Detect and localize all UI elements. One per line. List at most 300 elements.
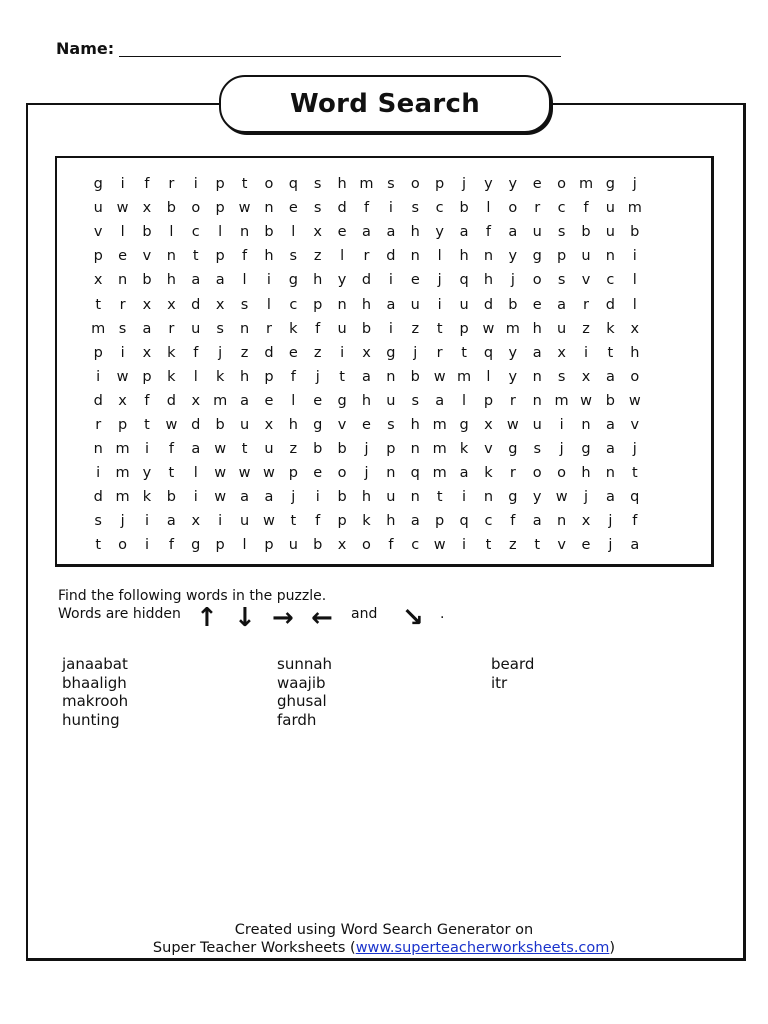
grid-letter: a	[386, 296, 396, 313]
grid-letter: i	[144, 513, 149, 530]
grid-letter: e	[410, 272, 420, 289]
grid-letter: p	[435, 513, 445, 530]
grid-letter: w	[482, 320, 495, 337]
grid-letter: g	[459, 416, 469, 433]
grid-letter: u	[288, 537, 298, 554]
grid-letter: d	[605, 296, 615, 313]
grid-letter: h	[459, 248, 469, 265]
grid-letter: h	[483, 272, 494, 289]
word-list-item: itr	[491, 673, 508, 692]
arrow-down-right-icon: ↘	[402, 603, 424, 633]
grid-letter: i	[315, 489, 320, 506]
grid-letter: j	[632, 441, 637, 458]
grid-letter: r	[509, 465, 516, 482]
grid-letter: l	[193, 465, 198, 482]
grid-letter: w	[263, 513, 275, 530]
grid-letter: d	[191, 296, 201, 313]
grid-letter: u	[191, 320, 201, 337]
grid-letter: b	[313, 537, 323, 554]
grid-letter: j	[462, 176, 467, 193]
grid-letter: p	[264, 537, 274, 554]
grid-letter: b	[313, 441, 323, 458]
grid-letter: w	[214, 465, 227, 482]
grid-letter: j	[364, 441, 369, 458]
grid-letter: r	[583, 296, 589, 313]
grid-letter: t	[290, 513, 297, 530]
grid-letter: s	[387, 416, 395, 433]
grid-letter: i	[144, 441, 149, 458]
grid-letter: p	[93, 248, 103, 265]
grid-letter: o	[630, 368, 640, 385]
grid-row	[86, 389, 696, 413]
grid-letter: p	[337, 513, 347, 530]
grid-letter: g	[508, 489, 518, 506]
grid-letter: x	[142, 200, 152, 217]
grid-letter: w	[238, 200, 251, 217]
grid-letter: g	[386, 344, 396, 361]
grid-letter: n	[410, 441, 420, 458]
grid-letter: x	[557, 344, 566, 361]
grid-letter: u	[337, 320, 347, 337]
grid-letter: d	[386, 248, 396, 265]
grid-letter: s	[533, 441, 541, 458]
grid-letter: t	[192, 248, 199, 265]
grid-letter: h	[532, 320, 542, 337]
grid-letter: j	[632, 176, 637, 193]
grid-letter: l	[291, 224, 296, 241]
grid-letter: r	[168, 176, 175, 193]
grid-letter: u	[239, 416, 250, 433]
grid-letter: m	[578, 176, 594, 193]
grid-letter: i	[388, 272, 393, 289]
grid-row	[86, 292, 696, 316]
grid-letter: h	[581, 465, 591, 482]
grid-letter: d	[93, 489, 103, 506]
grid-letter: b	[508, 296, 518, 313]
grid-letter: l	[242, 272, 247, 289]
grid-letter: o	[508, 200, 518, 217]
grid-letter: l	[632, 272, 637, 289]
grid-letter: h	[361, 392, 372, 409]
grid-letter: h	[288, 416, 298, 433]
grid-letter: i	[266, 272, 271, 289]
grid-letter: y	[508, 368, 518, 385]
grid-letter: z	[582, 320, 590, 337]
grid-letter: x	[167, 296, 176, 313]
puzzle-grid	[86, 172, 696, 558]
grid-letter: x	[313, 224, 322, 241]
grid-letter: t	[241, 441, 248, 458]
grid-letter: i	[388, 200, 393, 217]
grid-letter: w	[555, 489, 568, 506]
grid-letter: x	[142, 344, 152, 361]
grid-letter: t	[607, 344, 614, 361]
grid-letter: x	[630, 320, 640, 337]
grid-letter: b	[142, 272, 152, 289]
grid-letter: a	[215, 272, 225, 289]
grid-letter: m	[115, 465, 130, 482]
grid-letter: e	[288, 344, 298, 361]
arrow-right-icon: →	[272, 603, 294, 633]
grid-letter: j	[218, 344, 223, 361]
grid-letter: m	[115, 441, 130, 458]
grid-letter: s	[387, 176, 395, 193]
grid-letter: p	[215, 200, 225, 217]
grid-letter: n	[386, 368, 396, 385]
grid-letter: o	[362, 537, 371, 554]
grid-letter: l	[291, 392, 296, 409]
grid-letter: l	[266, 296, 271, 313]
word-list-item: sunnah	[277, 655, 333, 673]
grid-letter: r	[534, 200, 541, 217]
grid-letter: s	[94, 513, 102, 530]
grid-letter: g	[337, 392, 347, 409]
grid-letter: u	[605, 200, 615, 217]
grid-letter: a	[435, 392, 445, 409]
grid-letter: p	[386, 441, 396, 458]
grid-letter: f	[193, 344, 199, 361]
grid-letter: h	[386, 513, 396, 530]
grid-letter: u	[581, 248, 591, 265]
grid-letter: b	[630, 224, 640, 241]
grid-letter: n	[581, 416, 591, 433]
grid-letter: i	[193, 176, 198, 193]
grid-letter: c	[191, 224, 200, 241]
grid-letter: w	[580, 392, 592, 409]
grid-letter: r	[95, 416, 102, 433]
grid-letter: y	[484, 176, 493, 193]
grid-letter: i	[144, 537, 149, 554]
grid-letter: x	[191, 513, 201, 530]
grid-letter: n	[239, 320, 250, 337]
grid-letter: m	[432, 416, 447, 433]
grid-letter: a	[264, 489, 274, 506]
grid-letter: e	[532, 176, 542, 193]
grid-letter: h	[630, 344, 640, 361]
grid-letter: f	[290, 368, 296, 385]
grid-letter: p	[264, 368, 274, 385]
grid-letter: g	[508, 441, 518, 458]
grid-letter: n	[532, 368, 542, 385]
grid-letter: l	[632, 296, 637, 313]
grid-letter: w	[433, 537, 446, 554]
grid-letter: n	[483, 248, 494, 265]
grid-letter: x	[362, 344, 371, 361]
grid-letter: x	[264, 416, 274, 433]
grid-letter: x	[581, 513, 591, 530]
grid-letter: u	[410, 296, 420, 313]
grid-letter: z	[313, 344, 322, 361]
grid-letter: h	[166, 272, 176, 289]
grid-letter: a	[142, 320, 152, 337]
arrow-up-icon: ↑	[196, 603, 218, 633]
grid-letter: f	[485, 224, 491, 241]
arrow-down-icon: ↓	[234, 603, 256, 633]
grid-row	[86, 413, 696, 437]
grid-letter: b	[166, 200, 176, 217]
grid-letter: f	[388, 537, 394, 554]
grid-letter: q	[459, 272, 469, 289]
grid-letter: v	[337, 416, 347, 433]
grid-letter: l	[218, 224, 223, 241]
grid-letter: w	[116, 200, 129, 217]
grid-letter: j	[583, 489, 589, 506]
grid-letter: a	[166, 513, 176, 530]
footer-credit-line-2	[0, 939, 768, 958]
grid-letter: d	[483, 296, 494, 313]
grid-letter: u	[93, 200, 103, 217]
word-list-item: makrooh	[62, 692, 129, 710]
grid-row	[86, 196, 696, 220]
grid-letter: n	[239, 224, 250, 241]
grid-letter: v	[484, 441, 493, 458]
grid-letter: a	[605, 416, 615, 433]
grid-letter: o	[410, 176, 420, 193]
grid-letter: k	[289, 320, 298, 337]
grid-letter: f	[241, 248, 248, 265]
grid-letter: n	[410, 248, 420, 265]
grid-letter: j	[510, 272, 515, 289]
grid-letter: x	[191, 392, 201, 409]
grid-letter: t	[485, 537, 492, 554]
grid-letter: y	[508, 248, 518, 265]
grid-letter: u	[239, 513, 250, 530]
grid-letter: c	[289, 296, 298, 313]
grid-letter: a	[605, 441, 615, 458]
grid-letter: r	[119, 296, 126, 313]
grid-letter: u	[459, 296, 469, 313]
grid-letter: d	[361, 272, 372, 289]
grid-letter: s	[289, 248, 298, 265]
grid-letter: w	[506, 416, 519, 433]
grid-letter: s	[240, 296, 249, 313]
grid-letter: q	[410, 465, 420, 482]
grid-letter: u	[532, 224, 542, 241]
grid-letter: m	[432, 465, 447, 482]
grid-letter: z	[289, 441, 298, 458]
grid-letter: m	[359, 176, 374, 193]
word-list-item: janaabat	[62, 655, 128, 673]
grid-letter: h	[410, 416, 420, 433]
grid-letter: o	[557, 176, 567, 193]
grid-letter: s	[557, 368, 566, 385]
grid-letter: t	[339, 368, 345, 385]
grid-letter: d	[264, 344, 274, 361]
grid-letter: e	[362, 416, 371, 433]
grid-letter: a	[508, 224, 518, 241]
grid-letter: u	[386, 489, 396, 506]
grid-letter: p	[142, 368, 152, 385]
grid-letter: m	[432, 441, 447, 458]
grid-letter: h	[410, 224, 420, 241]
grid-letter: v	[557, 537, 566, 554]
grid-letter: r	[363, 248, 370, 265]
grid-letter: e	[313, 392, 323, 409]
grid-letter: n	[483, 489, 494, 506]
grid-letter: k	[484, 465, 493, 482]
grid-letter: i	[388, 320, 393, 337]
grid-letter: a	[557, 296, 567, 313]
grid-letter: n	[605, 248, 615, 265]
grid-row	[86, 437, 696, 461]
grid-letter: i	[340, 344, 345, 361]
grid-letter: a	[410, 513, 420, 530]
grid-letter: k	[215, 368, 225, 385]
grid-letter: y	[508, 176, 518, 193]
grid-letter: w	[116, 368, 129, 385]
grid-letter: o	[532, 465, 542, 482]
grid-letter: o	[264, 176, 274, 193]
grid-row	[86, 365, 696, 389]
grid-letter: l	[462, 392, 467, 409]
footer-link[interactable]: www.superteacherworksheets.com	[355, 940, 610, 956]
grid-letter: m	[115, 489, 130, 506]
grid-letter: h	[337, 176, 347, 193]
grid-letter: s	[411, 392, 420, 409]
grid-letter: b	[410, 368, 420, 385]
grid-letter: j	[364, 465, 369, 482]
grid-letter: e	[313, 465, 323, 482]
grid-letter: k	[167, 344, 176, 361]
grid-letter: w	[433, 368, 446, 385]
grid-letter: k	[606, 320, 615, 337]
footer-prefix: Super Teacher Worksheets (	[152, 940, 356, 956]
grid-letter: p	[313, 296, 323, 313]
grid-row	[86, 509, 696, 533]
grid-letter: s	[557, 272, 566, 289]
grid-row	[86, 317, 696, 341]
grid-letter: o	[118, 537, 128, 554]
grid-letter: i	[559, 416, 564, 433]
grid-letter: u	[264, 441, 274, 458]
instructions-and: and	[351, 606, 378, 622]
grid-letter: c	[484, 513, 493, 530]
grid-letter: b	[337, 489, 347, 506]
grid-letter: h	[361, 489, 372, 506]
grid-letter: y	[435, 224, 444, 241]
grid-letter: a	[532, 344, 542, 361]
grid-letter: k	[362, 513, 371, 530]
grid-letter: c	[435, 200, 444, 217]
grid-letter: h	[361, 296, 372, 313]
name-label: Name:	[56, 39, 115, 58]
grid-letter: s	[313, 200, 322, 217]
grid-letter: y	[142, 465, 152, 482]
grid-letter: g	[605, 176, 615, 193]
grid-row	[86, 533, 696, 557]
grid-letter: j	[315, 368, 320, 385]
name-write-line	[119, 56, 561, 57]
grid-letter: t	[241, 176, 248, 193]
grid-letter: e	[532, 296, 542, 313]
grid-letter: b	[581, 224, 591, 241]
grid-letter: i	[437, 296, 442, 313]
grid-letter: l	[340, 248, 345, 265]
grid-letter: a	[386, 224, 396, 241]
grid-letter: w	[165, 416, 178, 433]
grid-letter: k	[459, 441, 469, 458]
grid-letter: w	[214, 441, 227, 458]
grid-letter: s	[216, 320, 224, 337]
grid-letter: x	[142, 296, 152, 313]
grid-letter: t	[95, 296, 102, 313]
grid-letter: n	[337, 296, 347, 313]
grid-letter: s	[313, 176, 322, 193]
grid-letter: n	[410, 489, 420, 506]
grid-letter: f	[168, 441, 174, 458]
grid-letter: f	[315, 513, 321, 530]
grid-letter: l	[242, 537, 247, 554]
grid-letter: i	[632, 248, 637, 265]
grid-letter: r	[509, 392, 516, 409]
grid-letter: a	[605, 368, 615, 385]
grid-letter: k	[167, 368, 176, 385]
grid-letter: i	[120, 176, 125, 193]
grid-letter: f	[632, 513, 638, 530]
grid-letter: f	[510, 513, 516, 530]
grid-letter: u	[557, 320, 567, 337]
grid-letter: p	[93, 344, 103, 361]
grid-letter: p	[557, 248, 567, 265]
grid-letter: j	[608, 513, 613, 530]
grid-letter: w	[238, 465, 251, 482]
grid-letter: x	[215, 296, 225, 313]
word-list-column-1	[62, 655, 128, 729]
grid-letter: b	[215, 416, 225, 433]
grid-letter: y	[337, 272, 347, 289]
instructions-line-2: Words are hidden	[58, 606, 181, 622]
grid-letter: d	[93, 392, 103, 409]
grid-letter: t	[534, 537, 541, 554]
grid-letter: l	[486, 200, 491, 217]
grid-letter: r	[168, 320, 175, 337]
grid-letter: c	[411, 537, 420, 554]
grid-letter: a	[240, 489, 249, 506]
grid-letter: x	[93, 272, 103, 289]
grid-letter: y	[532, 489, 542, 506]
grid-letter: e	[337, 224, 347, 241]
grid-letter: n	[532, 392, 542, 409]
grid-letter: g	[581, 441, 591, 458]
grid-letter: a	[240, 392, 249, 409]
grid-letter: g	[93, 176, 103, 193]
grid-letter: f	[315, 320, 321, 337]
grid-letter: t	[631, 465, 638, 482]
grid-letter: e	[118, 248, 128, 265]
name-row	[56, 38, 566, 60]
grid-letter: p	[459, 320, 469, 337]
grid-letter: b	[142, 224, 152, 241]
grid-letter: h	[313, 272, 323, 289]
grid-letter: l	[169, 224, 174, 241]
grid-letter: q	[483, 344, 494, 361]
grid-letter: j	[120, 513, 125, 530]
grid-letter: u	[532, 416, 542, 433]
grid-letter: n	[557, 513, 567, 530]
word-list-item: fardh	[277, 710, 317, 729]
grid-letter: v	[142, 248, 152, 265]
grid-letter: u	[605, 224, 615, 241]
grid-letter: x	[581, 368, 591, 385]
grid-letter: e	[581, 537, 591, 554]
grid-letter: i	[96, 465, 101, 482]
grid-letter: m	[213, 392, 228, 409]
grid-letter: j	[291, 489, 296, 506]
word-list-item: bhaaligh	[62, 673, 127, 692]
grid-letter: z	[313, 248, 322, 265]
grid-letter: l	[437, 248, 442, 265]
grid-letter: v	[93, 224, 103, 241]
